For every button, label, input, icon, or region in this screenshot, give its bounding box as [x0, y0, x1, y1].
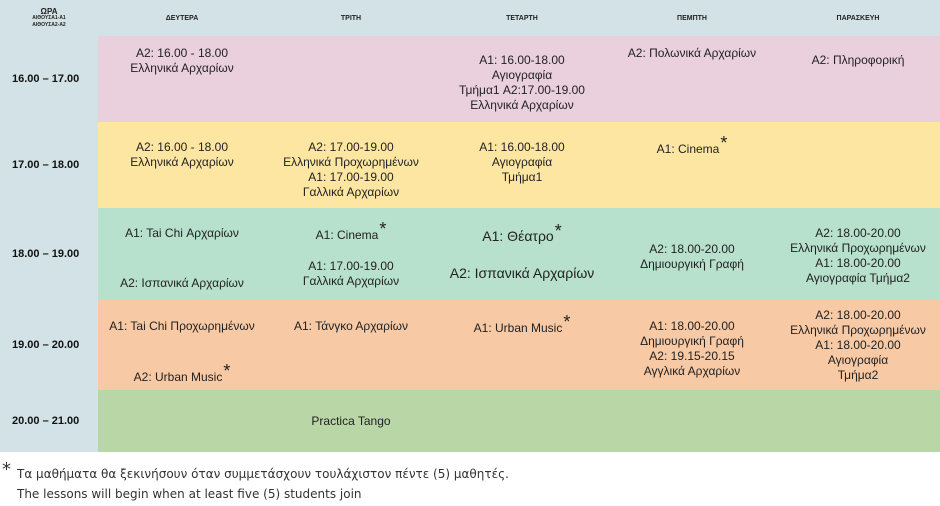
line: Ελληνικά Αρχαρίων: [470, 98, 574, 112]
cell-wed-18: [436, 208, 608, 300]
line: A1: 17.00-19.00: [308, 259, 394, 273]
line: Δημιουργική Γραφή: [640, 257, 744, 271]
cell-thu-19: [608, 300, 776, 390]
footnote-greek-text: Τα μαθήματα θα ξεκινήσουν όταν συμμετάσχουν τουλάχιστον πέντε (5) μαθητές.: [17, 467, 509, 481]
cell-text: A1: Tai Chi Αρχαρίων: [125, 226, 239, 240]
cell-text: A1: Tai Chi Προχωρημένων: [109, 319, 255, 333]
cell-text: [436, 312, 608, 336]
line: A2: 18.00-20.00: [815, 308, 901, 322]
cell-text: [266, 140, 436, 200]
line: A1: Cinema: [656, 142, 720, 156]
line: Ελληνικά Προχωρημένων: [283, 155, 419, 169]
line: A1: Urban Music: [473, 321, 563, 335]
cell-text: [608, 242, 776, 272]
line: A1: 16.00-18.00: [479, 140, 565, 154]
line: A2: 19.15-20.15: [649, 349, 735, 363]
footnote-english: The lessons will begin when at least five (5) students join: [17, 487, 362, 501]
cell-text: A2: Ισπανικά Αρχαρίων: [120, 276, 244, 290]
time-slot: 17.00 – 18.00: [0, 122, 98, 208]
asterisk-mark: *: [554, 221, 562, 241]
asterisk-mark: *: [223, 361, 231, 381]
cell-wed-19: [436, 300, 608, 390]
header-wednesday: ΤΕΤΑΡΤΗ: [436, 0, 608, 36]
line: Αγιογραφία: [491, 155, 553, 169]
line: A2: 16.00 - 18.00: [135, 46, 229, 60]
cell-fri-18: [776, 208, 940, 300]
cell-fri-19: [776, 300, 940, 390]
cell-text: [98, 361, 266, 385]
line: A1: Θέατρο: [482, 228, 554, 244]
cell-tue-18: [266, 208, 436, 300]
cell-mon-19: [98, 300, 266, 390]
cell-wed-17: [436, 122, 608, 208]
line: A1: 16.00-18.00: [479, 53, 565, 67]
line: Τμήμα1: [501, 170, 543, 184]
cell-text: A2: Ισπανικά Αρχαρίων: [449, 265, 595, 281]
line: Γαλλικά Αρχαρίων: [302, 274, 400, 288]
cell-text: [436, 221, 608, 244]
header-friday: ΠΑΡΑΣΚΕΥΗ: [776, 0, 940, 36]
header-thursday: ΠΕΜΠΤΗ: [608, 0, 776, 36]
cell-text: [98, 140, 266, 170]
line: A2: 18.00-20.00: [815, 226, 901, 240]
asterisk-mark: *: [2, 459, 11, 480]
cell-thu-20: [608, 390, 776, 452]
line: A1: 17.00-19.00: [308, 170, 394, 184]
asterisk-mark: *: [720, 133, 728, 153]
cell-text: [776, 226, 940, 286]
cell-text: [266, 259, 436, 289]
cell-text: [776, 308, 940, 383]
line: Δημιουργική Γραφή: [640, 334, 744, 348]
cell-thu-17: [608, 122, 776, 208]
time-slot: 18.00 – 19.00: [0, 208, 98, 300]
line: Ελληνικά Αρχαρίων: [130, 155, 234, 169]
line: Αγιογραφία: [827, 353, 889, 367]
line: A1: 18.00-20.00: [815, 338, 901, 352]
cell-text: [436, 53, 608, 113]
cell-tue-17: [266, 122, 436, 208]
cell-tue-19: [266, 300, 436, 390]
cell-fri-20: [776, 390, 940, 452]
line: Ελληνικά Προχωρημένων: [790, 323, 926, 337]
cell-mon-16: [98, 36, 266, 122]
cell-text: [436, 140, 608, 185]
cell-wed-16: [436, 36, 608, 122]
cell-mon-18: [98, 208, 266, 300]
footnote-greek: [2, 459, 509, 483]
asterisk-mark: *: [563, 312, 571, 332]
cell-fri-17: [776, 122, 940, 208]
line: Αγιογραφία Τμήμα2: [806, 271, 910, 285]
cell-tue-20: [266, 390, 436, 452]
line: A1: 18.00-20.00: [649, 319, 735, 333]
line: A2: 17.00-19.00: [308, 140, 394, 154]
time-slot: 20.00 – 21.00: [0, 390, 98, 452]
cell-wed-20: [436, 390, 608, 452]
cell-text: Practica Tango: [311, 414, 391, 428]
header-monday: ΔΕΥΤΕΡΑ: [98, 0, 266, 36]
line: Ελληνικά Προχωρημένων: [790, 241, 926, 255]
header-time-room1: ΑΙΘΟΥΣΑ1-Α1: [32, 14, 66, 21]
line: A1: 18.00-20.00: [815, 256, 901, 270]
cell-text: A2: Πληροφορική: [811, 53, 905, 67]
line: Τμήμα1 A2:17.00-19.00: [459, 83, 585, 97]
header-time-title: ΩΡΑ: [40, 6, 58, 16]
line: Ελληνικά Αρχαρίων: [130, 61, 234, 75]
cell-text: [266, 219, 436, 243]
line: Αγιογραφία: [491, 68, 553, 82]
line: A1: Cinema: [315, 228, 379, 242]
cell-fri-16: [776, 36, 940, 122]
asterisk-mark: *: [379, 219, 387, 239]
header-time-room2: ΑΙΘΟΥΣΑ2-Α2: [32, 21, 66, 28]
time-slot: 16.00 – 17.00: [0, 36, 98, 122]
line: A2: 18.00-20.00: [649, 242, 735, 256]
cell-tue-16: [266, 36, 436, 122]
line: A2: 16.00 - 18.00: [135, 140, 229, 154]
cell-mon-17: [98, 122, 266, 208]
line: A2: Urban Music: [133, 370, 223, 384]
cell-thu-16: [608, 36, 776, 122]
cell-text: A2: Πολωνικά Αρχαρίων: [627, 46, 757, 60]
line: Γαλλικά Αρχαρίων: [302, 185, 400, 199]
cell-text: [608, 133, 776, 157]
header-time: [0, 0, 98, 36]
cell-text: [98, 46, 266, 76]
cell-text: [608, 319, 776, 379]
cell-mon-20: [98, 390, 266, 452]
cell-text: A1: Τάνγκο Αρχαρίων: [293, 319, 409, 333]
cell-thu-18: [608, 208, 776, 300]
time-slot: 19.00 – 20.00: [0, 300, 98, 390]
header-tuesday: ΤΡΙΤΗ: [266, 0, 436, 36]
line: Αγγλικά Αρχαρίων: [643, 364, 741, 378]
line: Τμήμα2: [837, 368, 879, 382]
